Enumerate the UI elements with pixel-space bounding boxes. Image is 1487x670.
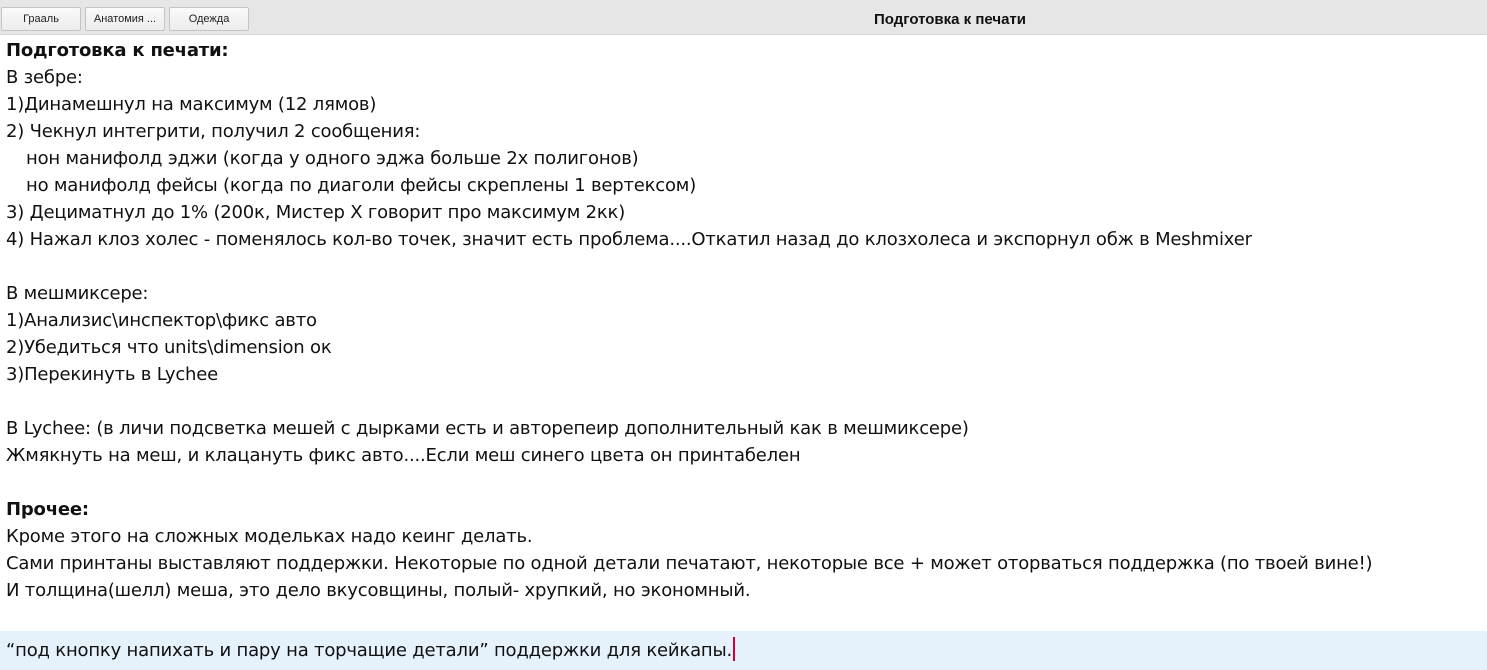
tab-anatomy[interactable]: Анатомия ...	[85, 7, 165, 31]
text-line: 2)Убедиться что units\dimension ок	[6, 337, 332, 358]
text-line: Кроме этого на сложных модельках надо кеинг делать.	[6, 526, 533, 547]
text-line: В зебре:	[6, 67, 83, 88]
text-line: 1)Анализис\инспектор\фикс авто	[6, 310, 317, 331]
tab-graal[interactable]: Грааль	[1, 7, 81, 31]
heading-print-prep: Подготовка к печати:	[6, 40, 229, 61]
text-line: 4) Нажал клоз холес - поменялось кол-во точек, значит есть проблема....Откатил назад до клозхолеса и экспорнул обж в Meshmixer	[6, 229, 1252, 250]
note-editor[interactable]	[0, 35, 1487, 670]
current-line-text: “под кнопку напихать и пару на торчащие детали” поддержки для кейкапы.	[6, 640, 732, 661]
current-text-line[interactable]	[6, 631, 735, 670]
tab-bar	[0, 0, 1487, 35]
text-line: 1)Динамешнул на максимум (12 лямов)	[6, 94, 377, 115]
text-line: Сами принтаны выставляют поддержки. Некоторые по одной детали печатают, некоторые все + может оторваться поддержка (по твоей вине!)	[6, 553, 1373, 574]
text-caret	[733, 637, 735, 661]
text-line: И толщина(шелл) меша, это дело вкусовщины, полый- хрупкий, но экономный.	[6, 580, 751, 601]
text-line: нон манифолд эджи (когда у одного эджа больше 2х полигонов)	[26, 148, 639, 169]
heading-other: Прочее:	[6, 499, 89, 520]
tab-clothing[interactable]: Одежда	[169, 7, 249, 31]
text-line: 2) Чекнул интегрити, получил 2 сообщения:	[6, 121, 421, 142]
text-line: но манифолд фейсы (когда по диаголи фейсы скреплены 1 вертексом)	[26, 175, 697, 196]
text-line: Жмякнуть на меш, и клацануть фикс авто....Если меш синего цвета он принтабелен	[6, 445, 801, 466]
text-line: 3) Дециматнул до 1% (200к, Мистер Х говорит про максимум 2кк)	[6, 202, 626, 223]
text-line: 3)Перекинуть в Lychee	[6, 364, 219, 385]
document-title: Подготовка к печати	[874, 11, 1026, 28]
text-line: В мешмиксере:	[6, 283, 149, 304]
text-line: В Lychee: (в личи подсветка мешей с дырками есть и авторепеир дополнительный как в мешмиксере)	[6, 418, 969, 439]
